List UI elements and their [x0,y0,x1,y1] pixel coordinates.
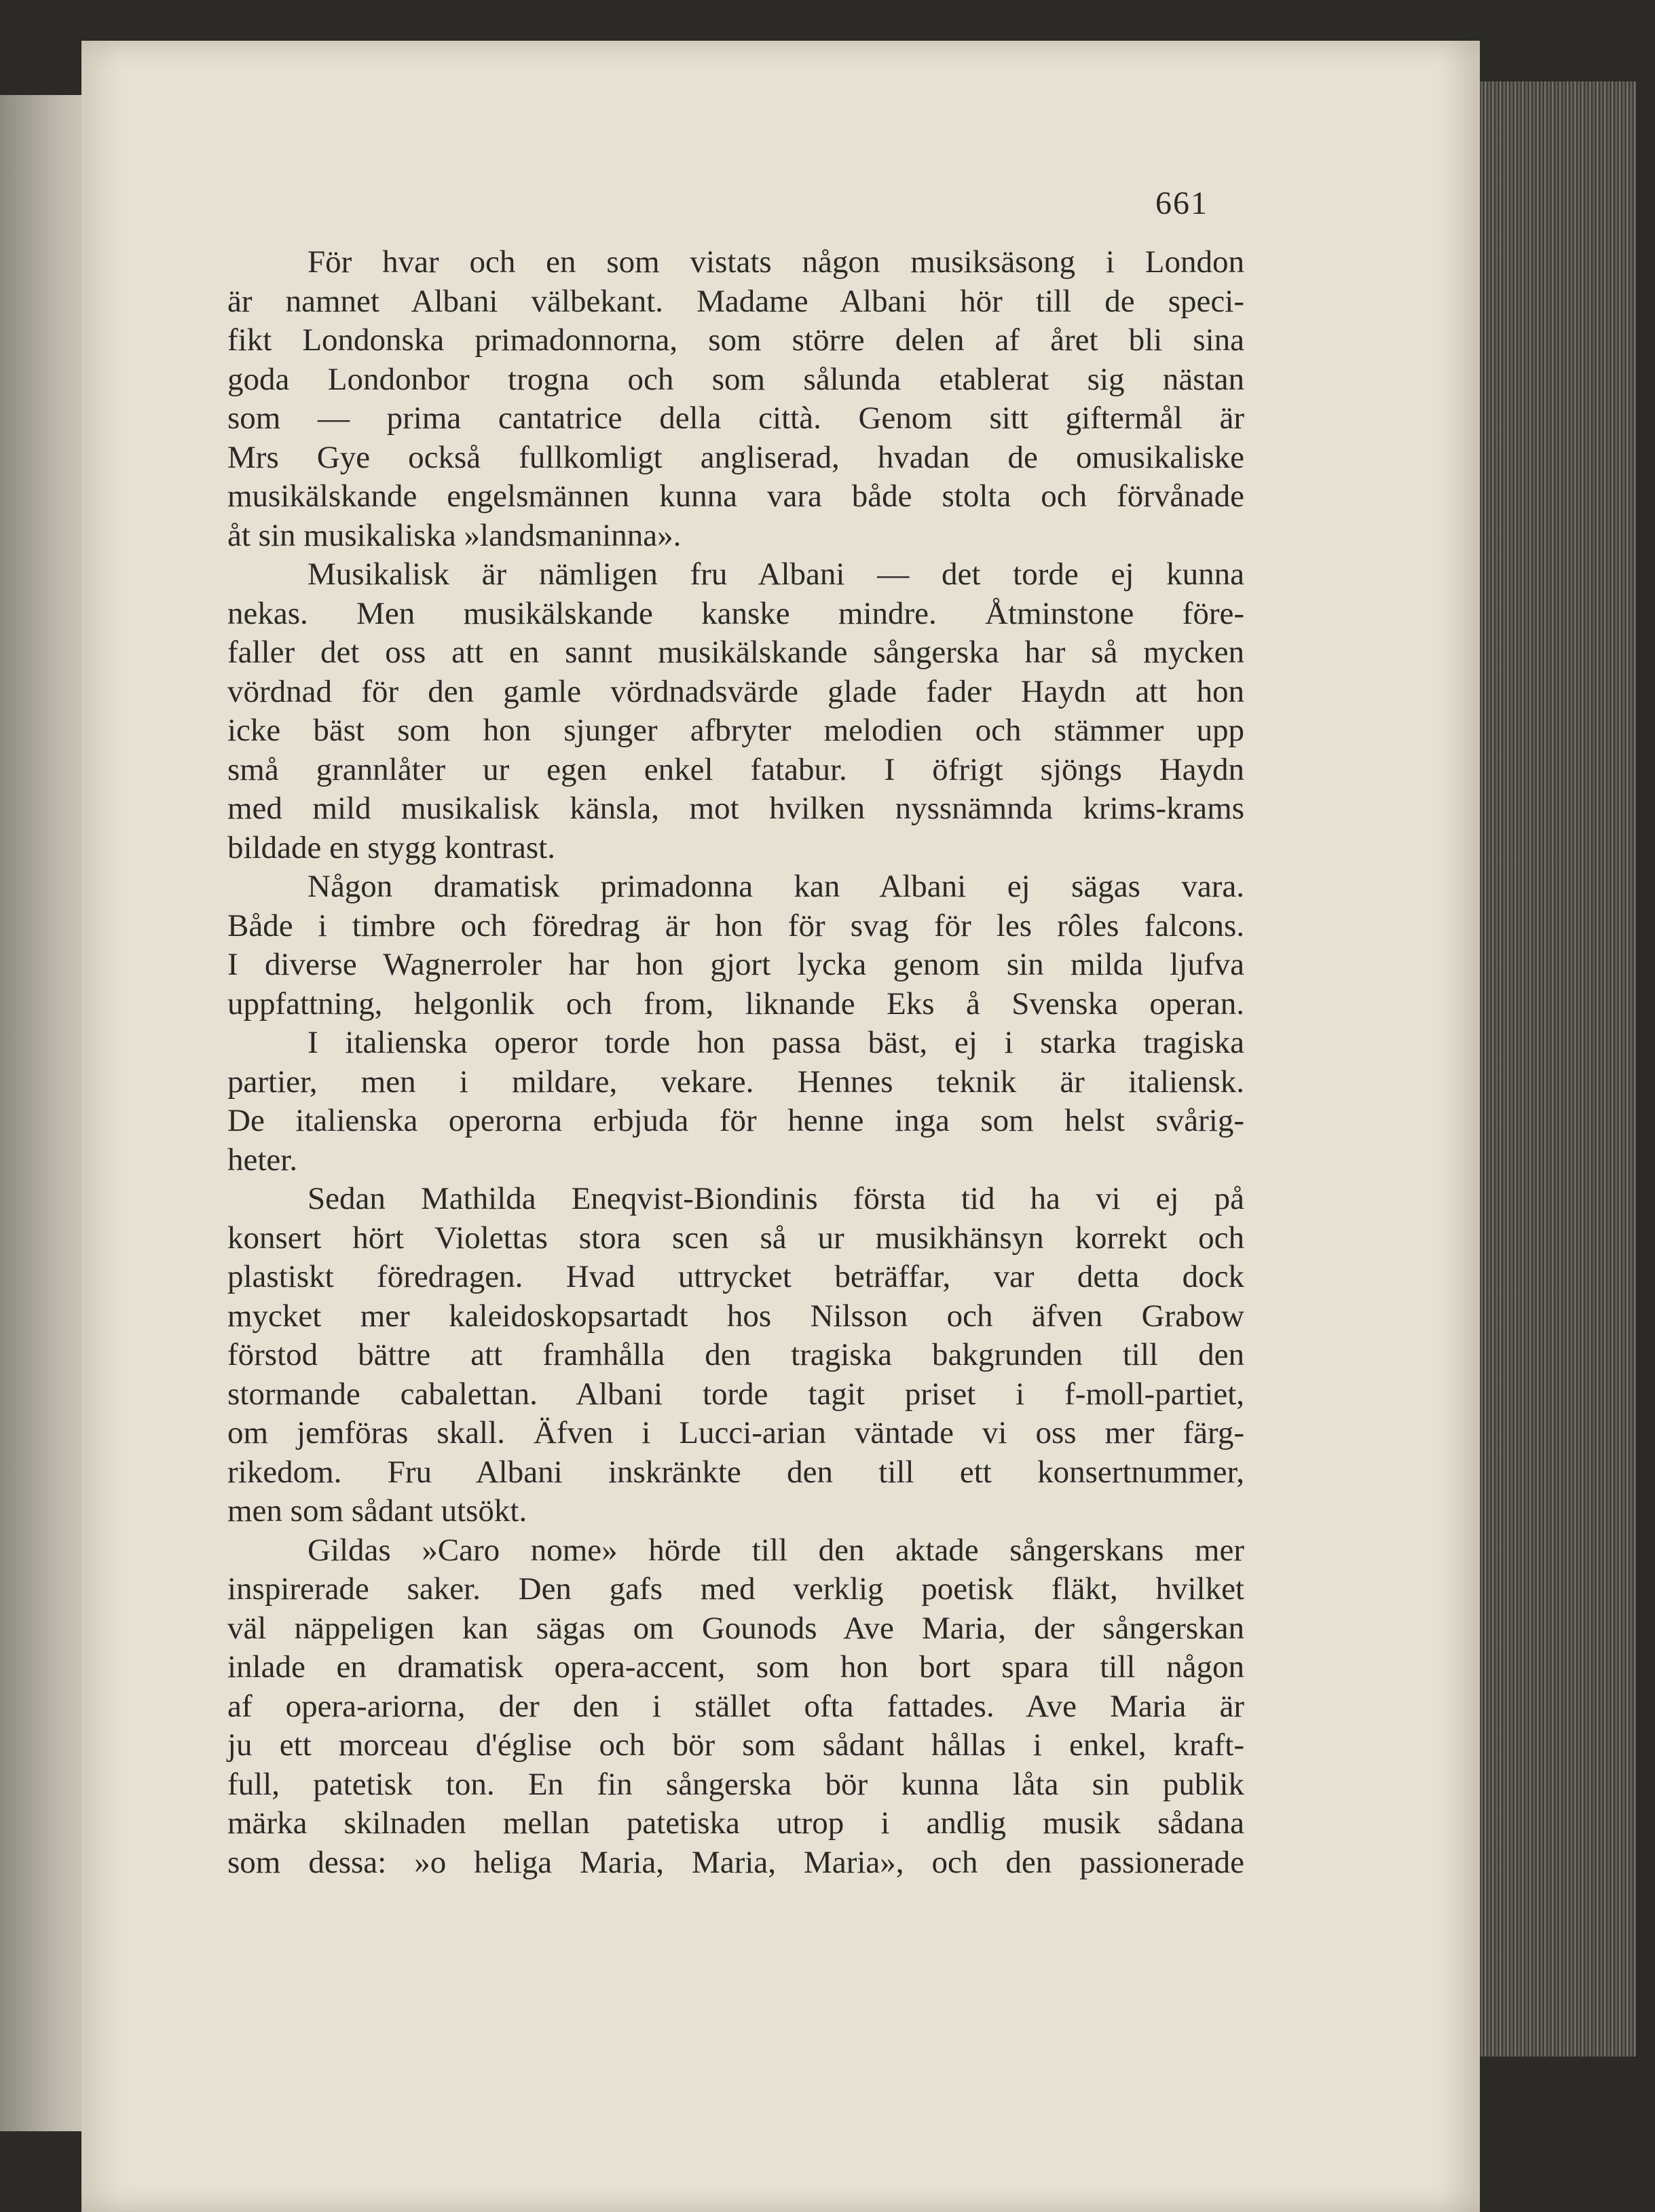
text-line: är namnet Albani välbekant. Madame Albani hör till de speci- [227,283,1244,319]
text-line: ju ett morceau d'église och bör som sådant hållas i enkel, kraft- [227,1727,1244,1763]
text-line: men som sådant utsökt. [227,1493,527,1529]
text-line: märka skilnaden mellan patetiska utrop i andlig musik sådana [227,1805,1244,1841]
text-line: väl näppeligen kan sägas om Gounods Ave Maria, der sångerskan [227,1610,1244,1646]
text-line: som — prima cantatrice della città. Genom sitt giftermål är [227,400,1244,436]
text-line: Gildas »Caro nome» hörde till den aktade sångerskans mer [308,1532,1244,1568]
text-line: förstod bättre att framhålla den tragiska bakgrunden till den [227,1337,1244,1372]
text-line: I diverse Wagnerroler har hon gjort lycka genom sin milda ljufva [227,947,1244,982]
text-line: små grannlåter ur egen enkel fatabur. I öfrigt sjöngs Haydn [227,751,1244,787]
text-line: faller det oss att en sannt musikälskande sångerska har så mycken [227,635,1244,670]
text-line: För hvar och en som vistats någon musiksäsong i London [308,244,1244,280]
text-line: Mrs Gye också fullkomligt angliserad, hvadan de omusikaliske [227,439,1244,475]
text-line: som dessa: »o heliga Maria, Maria, Maria», och den passionerade [227,1844,1244,1880]
text-line: goda Londonbor trogna och som sålunda etablerat sig nästan [227,361,1244,397]
text-line: med mild musikalisk känsla, mot hvilken nyssnämnda krims-krams [227,791,1244,826]
page-number: 661 [1155,185,1208,221]
text-line: vördnad för den gamle vördnadsvärde glade fader Haydn att hon [227,673,1244,709]
text-line: I italienska operor torde hon passa bäst, ej i starka tragiska [308,1025,1244,1060]
text-line: konsert hört Violettas stora scen så ur musikhänsyn korrekt och [227,1220,1244,1256]
text-line: nekas. Men musikälskande kanske mindre. Åtminstone före- [227,595,1244,631]
text-line: stormande cabalettan. Albani torde tagit priset i f-moll-partiet, [227,1376,1244,1412]
text-line: plastiskt föredragen. Hvad uttrycket beträffar, var detta dock [227,1259,1244,1294]
text-line: rikedom. Fru Albani inskränkte den till ett konsertnummer, [227,1454,1244,1490]
body-text [227,243,1244,1882]
text-line: Någon dramatisk primadonna kan Albani ej sägas vara. [308,869,1244,904]
text-line: åt sin musikaliska »landsmaninna». [227,517,682,553]
text-line: partier, men i mildare, vekare. Hennes teknik är italiensk. [227,1064,1244,1100]
left-page-edge [0,95,81,2131]
text-line: icke bäst som hon sjunger afbryter melodien och stämmer upp [227,713,1244,748]
text-line: af opera-ariorna, der den i stället ofta fattades. Ave Maria är [227,1688,1244,1724]
text-line: De italienska operorna erbjuda för henne inga som helst svårig- [227,1103,1244,1138]
text-line: bildade en stygg kontrast. [227,829,555,865]
text-line: musikälskande engelsmännen kunna vara både stolta och förvånade [227,479,1244,514]
text-line: full, patetisk ton. En fin sångerska bör kunna låta sin publik [227,1766,1244,1802]
text-line: inlade en dramatisk opera-accent, som hon bort spara till någon [227,1649,1244,1685]
page-edges [1480,81,1636,2057]
text-line: Sedan Mathilda Eneqvist-Biondinis första tid ha vi ej på [308,1181,1244,1216]
text-line: mycket mer kaleidoskopsartadt hos Nilsson och äfven Grabow [227,1298,1244,1334]
text-line: Både i timbre och föredrag är hon för svag för les rôles falcons. [227,907,1244,943]
text-line: om jemföras skall. Äfven i Lucci-arian väntade vi oss mer färg- [227,1415,1244,1450]
text-line: fikt Londonska primadonnorna, som större delen af året bli sina [227,322,1244,358]
text-line: inspirerade saker. Den gafs med verklig poetisk fläkt, hvilket [227,1571,1244,1607]
text-line: heter. [227,1142,298,1178]
text-line: Musikalisk är nämligen fru Albani — det torde ej kunna [308,557,1244,592]
text-line: uppfattning, helgonlik och from, liknande Eks å Svenska operan. [227,986,1244,1021]
